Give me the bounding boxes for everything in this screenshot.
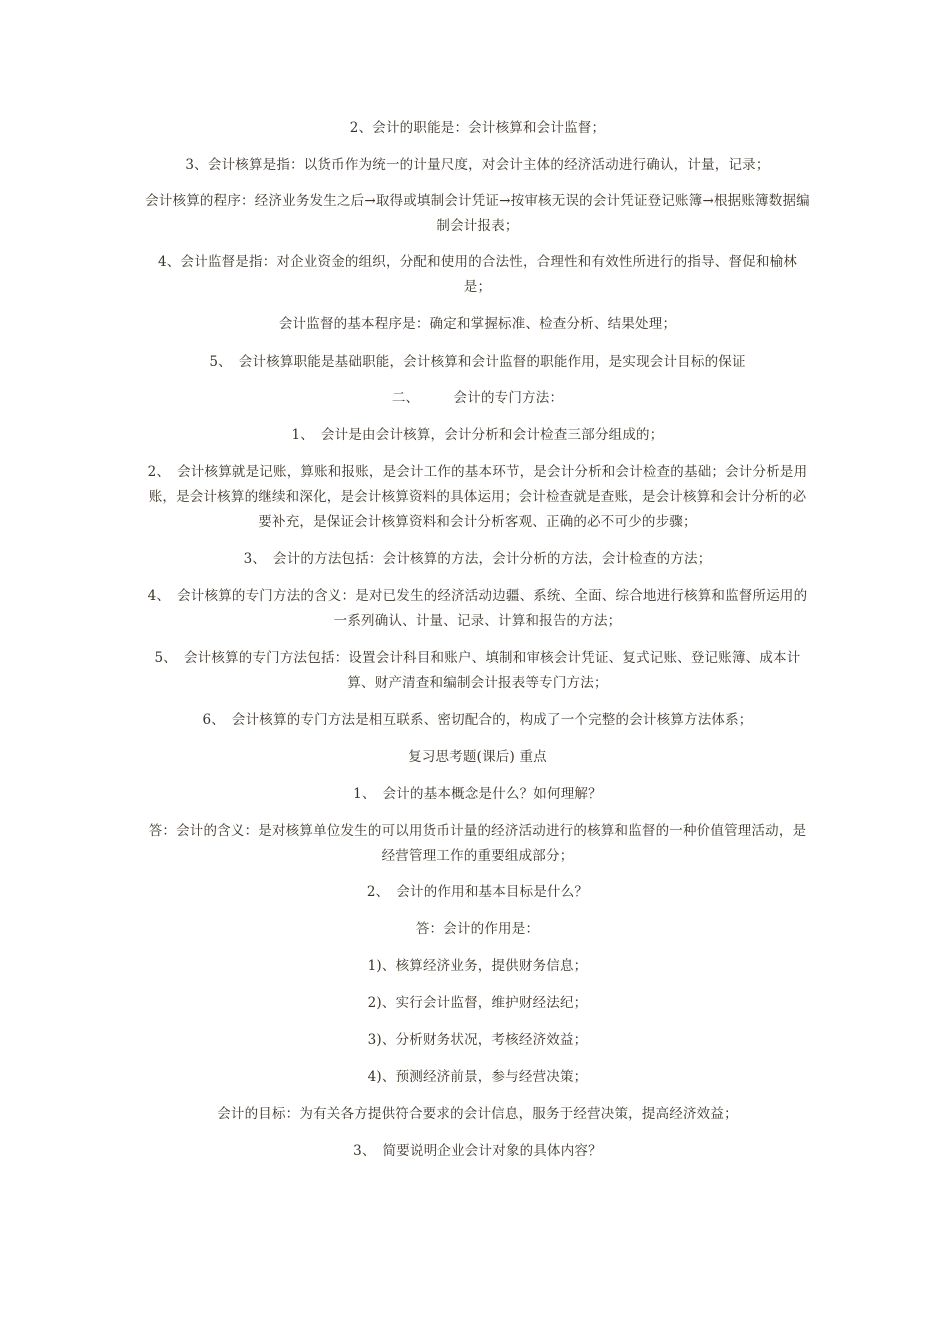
answer-1: 答：会计的含义：是对核算单位发生的可以用货币计量的经济活动进行的核算和监督的一种价值管理活动，是经营管理工作的重要组成部分； (148, 823, 807, 864)
paragraph-5: 会计监督的基本程序是：确定和掌握标准、检查分析、结果处理； (278, 316, 677, 332)
paragraph-9: 3、 会计的方法包括：会计核算的方法，会计分析的方法，会计检查的方法； (243, 551, 712, 567)
question-2: 2、 会计的作用和基本目标是什么？ (366, 884, 589, 900)
answer-2-item-2: 2)、实行会计监督，维护财经法纪； (367, 995, 588, 1011)
answer-2-item-4: 4)、预测经济前景，参与经营决策； (367, 1069, 588, 1085)
answer-2-item-3: 3)、分析财务状况，考核经济效益； (367, 1032, 588, 1048)
paragraph-11: 5、 会计核算的专门方法包括：设置会计科目和账户、填制和审核会计凭证、复式记账、登记账簿、成本计算、财产清查和编制会计报表等专门方法； (154, 650, 801, 691)
answer-2-intro: 答：会计的作用是： (415, 921, 540, 937)
paragraph-4: 4、会计监督是指：对企业资金的组织，分配和使用的合法性，合理性和有效性所进行的指导、督促和榆林是； (158, 254, 797, 295)
section-heading: 二、 会计的专门方法： (391, 390, 564, 406)
question-1: 1、 会计的基本概念是什么？如何理解？ (353, 786, 602, 802)
paragraph-2: 3、会计核算是指：以货币作为统一的计量尺度，对会计主体的经济活动进行确认，计量，记录； (185, 157, 770, 173)
paragraph-6: 5、 会计核算职能是基础职能，会计核算和会计监督的职能作用，是实现会计目标的保证 (209, 354, 746, 370)
answer-2-goal: 会计的目标：为有关各方提供符合要求的会计信息，服务于经营决策，提高经济效益； (217, 1106, 738, 1122)
answer-2-item-1: 1)、核算经济业务，提供财务信息； (367, 958, 588, 974)
paragraph-8: 2、 会计核算就是记账，算账和报账，是会计工作的基本环节，是会计分析和会计检查的基础；会计分析是用账，是会计核算的继续和深化，是会计核算资料的具体运用；会计检查就是查账，是会计核算和会计分析的必要补充，是保证会计核算资料和会计分析客观、正确的必不可少的步骤； (147, 464, 808, 530)
paragraph-3: 会计核算的程序：经济业务发生之后→取得或填制会计凭证→按审核无误的会计凭证登记账簿→根据账簿数据编制会计报表； (145, 193, 810, 234)
paragraph-12: 6、 会计核算的专门方法是相互联系、密切配合的，构成了一个完整的会计核算方法体系； (202, 712, 753, 728)
paragraph-1: 2、会计的职能是：会计核算和会计监督； (349, 120, 606, 136)
review-heading: 复习思考题(课后) 重点 (408, 749, 547, 765)
paragraph-7: 1、 会计是由会计核算，会计分析和会计检查三部分组成的； (291, 427, 664, 443)
question-3: 3、 简要说明企业会计对象的具体内容？ (353, 1143, 602, 1159)
paragraph-10: 4、 会计核算的专门方法的含义：是对已发生的经济活动边疆、系统、全面、综合地进行核算和监督所运用的一系列确认、计量、记录、计算和报告的方法； (147, 588, 808, 629)
